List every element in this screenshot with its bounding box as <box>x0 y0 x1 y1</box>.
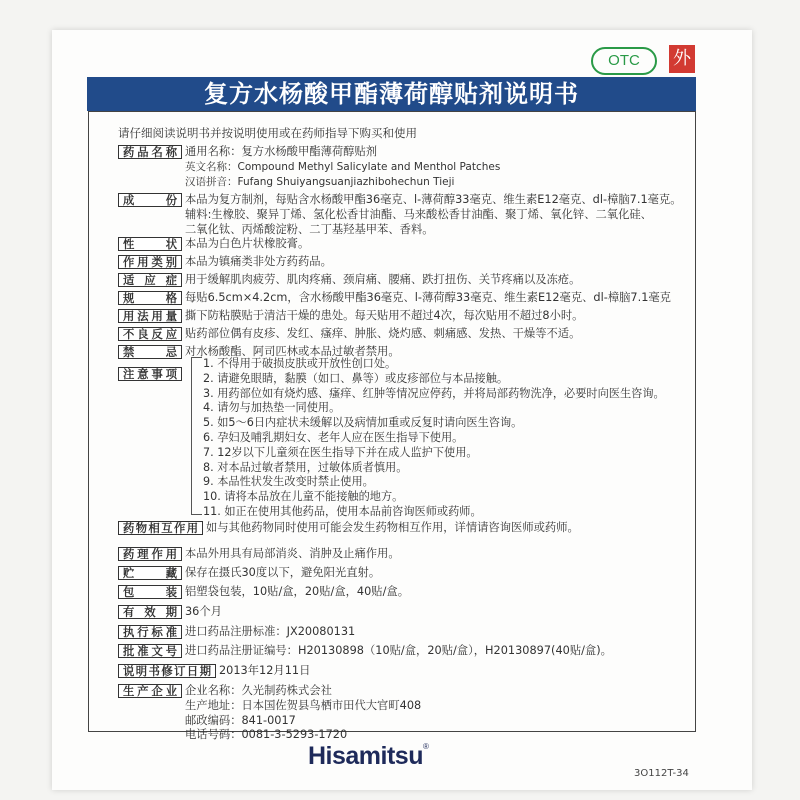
section-label: 规 格 <box>118 291 182 305</box>
section-label: 适 应 症 <box>118 273 182 287</box>
document-code: 3O112T-34 <box>634 768 689 779</box>
section-label: 注意事项 <box>118 367 182 381</box>
list-item: 11. 如正在使用其他药品，使用本品前咨询医师或药师。 <box>203 504 482 518</box>
composition-line: 二氧化钛、丙烯酸淀粉、二丁基羟基甲苯、香料。 <box>185 222 434 236</box>
registered-mark: ® <box>422 742 429 751</box>
composition-line: 本品为复方制剂，每贴含水杨酸甲酯36毫克、l-薄荷醇33毫克、维生素E12毫克、dl-樟脑7.1毫克。 <box>185 193 682 206</box>
section-value: 2013年12月11日 <box>219 664 311 677</box>
list-item: 1. 不得用于破损皮肤或开放性创口处。 <box>203 357 397 370</box>
section-label: 包 装 <box>118 585 182 599</box>
list-item: 10. 请将本品放在儿童不能接触的地方。 <box>203 490 404 504</box>
hisamitsu-logo <box>308 742 428 771</box>
manufacturer-line: 邮政编码：841-0017 <box>185 713 296 727</box>
document-title: 复方水杨酸甲酯薄荷醇贴剂说明书 <box>87 77 696 111</box>
generic-name: 通用名称：复方水杨酸甲酯薄荷醇贴剂 <box>185 145 378 158</box>
list-item: 3. 用药部位如有烧灼感、瘙痒、红肿等情况应停药，并将局部药物洗净，必要时向医生咨询。 <box>203 386 665 400</box>
pinyin-name: 汉语拼音：Fufang Shuiyangsuanjiazhibohechun Tieji <box>185 175 455 188</box>
composition-line: 辅料:生橡胶、聚异丁烯、氢化松香甘油酯、马来酸松香甘油酯、聚丁烯、氧化锌、二氧化硅、 <box>185 207 652 221</box>
manufacturer-line: 电话号码：0081-3-5293-1720 <box>185 728 348 741</box>
list-item: 5. 如5～6日内症状未缓解以及病情加重或反复时请向医生咨询。 <box>203 416 523 430</box>
logo-text: Hisamitsu <box>308 742 423 770</box>
manufacturer-line: 生产地址：日本国佐贺县鸟栖市田代大官町408 <box>185 699 422 712</box>
section-label: 禁 忌 <box>118 345 182 359</box>
section-value: 每贴6.5cm×4.2cm，含水杨酸甲酯36毫克、l-薄荷醇33毫克、维生素E12毫克、dl-樟脑7.1毫克 <box>185 291 671 304</box>
section-value: 保存在摄氏30度以下，避免阳光直射。 <box>185 566 381 579</box>
section-value: 对水杨酸酯、阿司匹林或本品过敏者禁用。 <box>185 345 400 358</box>
section-label: 说明书修订日期 <box>118 664 216 678</box>
section-label: 药理作用 <box>118 547 182 561</box>
section-value: 如与其他药物同时使用可能会发生药物相互作用，详情请咨询医师或药师。 <box>206 521 579 534</box>
cautions-list <box>197 357 665 520</box>
list-item: 7. 12岁以下儿童须在医生指导下并在成人监护下使用。 <box>203 445 478 459</box>
section-label: 贮 藏 <box>118 566 182 580</box>
list-item: 4. 请勿与加热垫一同使用。 <box>203 401 341 415</box>
intro-text: 请仔细阅读说明书并按说明使用或在药师指导下购买和使用 <box>118 126 417 140</box>
section-label: 不良反应 <box>118 327 182 341</box>
english-name: 英文名称：Compound Methyl Salicylate and Menthol Patches <box>185 160 501 173</box>
section-label: 用法用量 <box>118 309 182 323</box>
manufacturer-line: 企业名称：久光制药株式会社 <box>185 684 332 697</box>
section-value: 本品外用具有局部消炎、消肿及止痛作用。 <box>185 547 400 560</box>
section-value: 进口药品注册证编号：H20130898（10贴/盒，20贴/盒），H20130897(40贴/盒)。 <box>185 644 612 657</box>
section-value: 用于缓解肌肉疲劳、肌肉疼痛、颈肩痛、腰痛、跌打扭伤、关节疼痛以及冻疮。 <box>185 273 581 286</box>
section-label: 批准文号 <box>118 644 182 658</box>
list-item: 9. 本品性状发生改变时禁止使用。 <box>203 475 374 489</box>
section-label: 成 份 <box>118 193 182 207</box>
section-label: 执行标准 <box>118 625 182 639</box>
section-value: 36个月 <box>185 605 222 618</box>
section-label: 生产企业 <box>118 684 182 698</box>
section-value: 贴药部位偶有皮疹、发红、瘙痒、肿胀、烧灼感、刺痛感、发热、干燥等不适。 <box>185 327 581 340</box>
section-label: 有 效 期 <box>118 605 182 619</box>
manufacturer-details <box>185 699 421 743</box>
section-value: 撕下防粘膜贴于清洁干燥的患处。每天贴用不超过4次，每次贴用不超过8小时。 <box>185 309 584 322</box>
external-use-badge: 外 <box>669 45 695 73</box>
section-value: 本品为镇痛类非处方药药品。 <box>185 255 332 268</box>
section-label: 性 状 <box>118 237 182 251</box>
section-label: 作用类别 <box>118 255 182 269</box>
section-label: 药品名称 <box>118 145 182 159</box>
section-value: 进口药品注册标准：JX20080131 <box>185 625 356 638</box>
otc-badge: OTC <box>591 47 657 75</box>
section-value: 铝塑袋包装，10贴/盒，20贴/盒，40贴/盒。 <box>185 585 409 598</box>
list-item: 6. 孕妇及哺乳期妇女、老年人应在医生指导下使用。 <box>203 430 464 444</box>
list-item: 8. 对本品过敏者禁用，过敏体质者慎用。 <box>203 460 408 474</box>
list-item: 2. 请避免眼睛，黏膜（如口、鼻等）或皮疹部位与本品接触。 <box>203 371 509 385</box>
section-value: 本品为白色片状橡胶膏。 <box>185 237 310 250</box>
section-label: 药物相互作用 <box>118 521 203 535</box>
